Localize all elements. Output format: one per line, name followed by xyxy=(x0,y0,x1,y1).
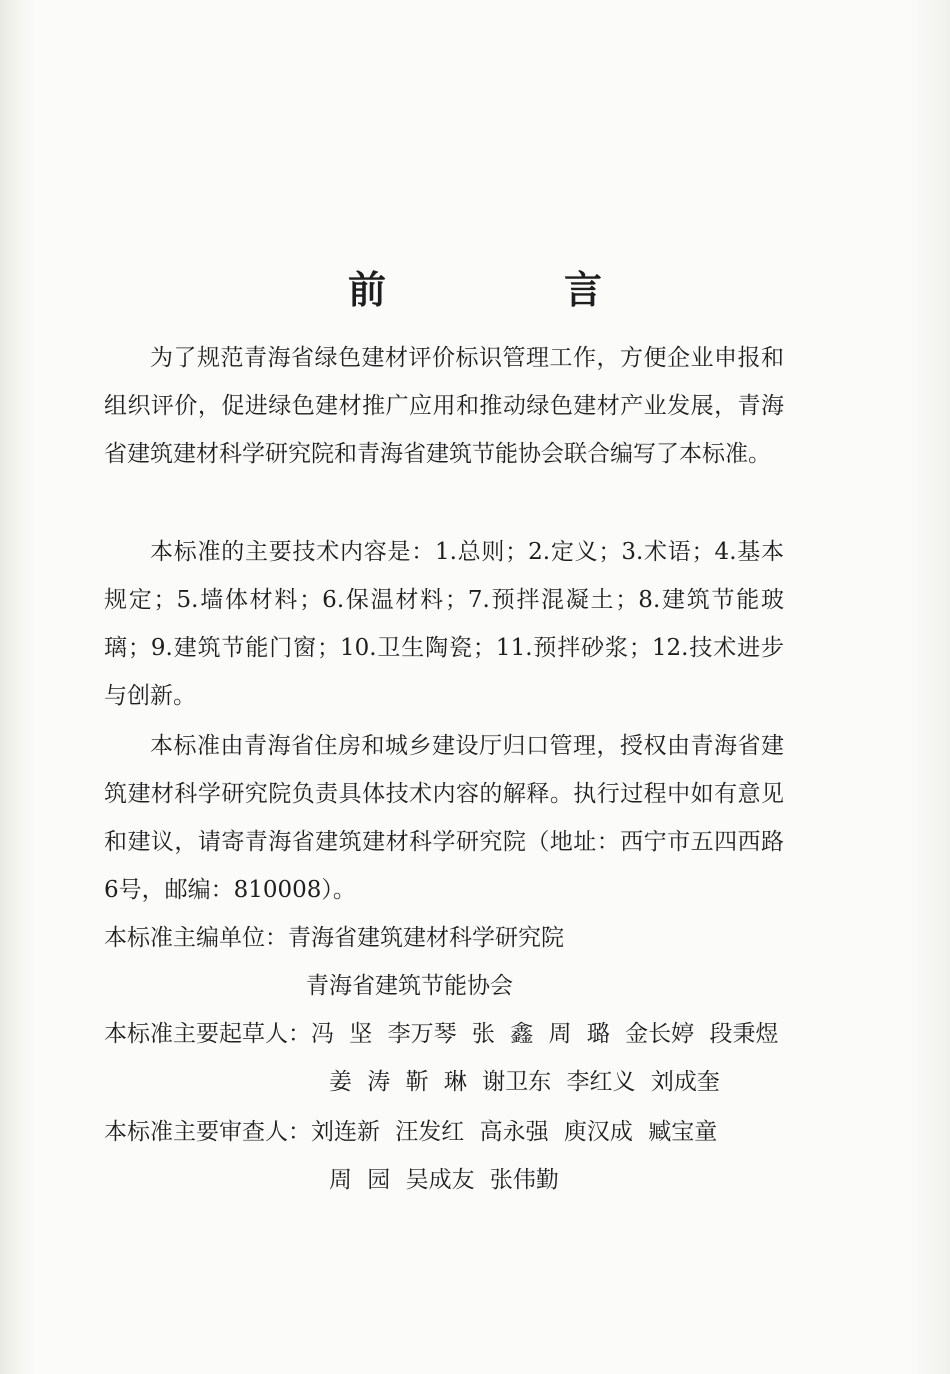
page-title: 前 言 xyxy=(347,268,672,312)
drafters-names-line-1: 冯 坚 李万琴 张 鑫 周 璐 金长婷 段秉煜 xyxy=(311,1021,779,1047)
reviewers-row xyxy=(104,1108,717,1156)
chief-editor-label: 本标准主编单位： xyxy=(104,925,288,951)
reviewers-names-line-1: 刘连新 汪发红 高永强 庾汉成 臧宝童 xyxy=(311,1119,718,1145)
drafters-names-line-2: 姜 涛 靳 琳 谢卫东 李红义 刘成奎 xyxy=(329,1069,720,1095)
reviewers-label: 本标准主要审查人： xyxy=(104,1119,311,1145)
paragraph-purpose: 为了规范青海省绿色建材评价标识管理工作，方便企业申报和组织评价，促进绿色建材推广应用和推动绿色建材产业发展，青海省建筑建材科学研究院和青海省建筑节能协会联合编写了本标准。 xyxy=(104,345,784,467)
drafters-label: 本标准主要起草人： xyxy=(104,1021,311,1047)
chief-editor-unit-1: 青海省建筑建材科学研究院 xyxy=(288,925,564,951)
drafters-row xyxy=(104,1010,779,1058)
paragraph-management: 本标准由青海省住房和城乡建设厅归口管理，授权由青海省建筑建材科学研究院负责具体技术内容的解释。执行过程中如有意见和建议，请寄青海省建筑建材科学研究院（地址：西宁市五四西路6号，邮编：810008）。 xyxy=(104,733,784,903)
scan-shadow-right xyxy=(910,0,950,1374)
chief-editor-unit-2: 青海省建筑节能协会 xyxy=(306,973,513,999)
scan-shadow-left xyxy=(0,0,36,1374)
paragraph-contents: 本标准的主要技术内容是：1.总则；2.定义；3.术语；4.基本规定；5.墙体材料；6.保温材料；7.预拌混凝土；8.建筑节能玻璃；9.建筑节能门窗；10.卫生陶瓷；11.预拌砂浆；12.技术进步与创新。 xyxy=(104,539,784,709)
chief-editor-row xyxy=(104,914,564,962)
reviewers-names-line-2: 周 园 吴成友 张伟勤 xyxy=(329,1167,559,1193)
